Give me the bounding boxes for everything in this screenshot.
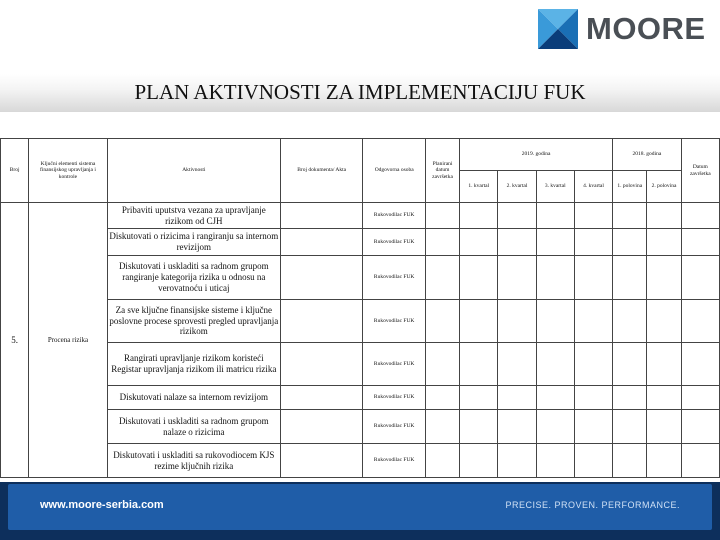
responsible-cell: Rukovodilac FUK — [363, 229, 425, 256]
activity-cell: Diskutovati i uskladiti sa radnom grupom nalaze o rizicima — [107, 410, 280, 444]
col-header-broj: Broj — [1, 139, 29, 203]
table-row — [1, 300, 720, 343]
responsible-cell: Rukovodilac FUK — [363, 343, 425, 386]
responsible-cell: Rukovodilac FUK — [363, 386, 425, 410]
col-header-kvartal-3: 3. kvartal — [536, 171, 574, 203]
footer-slogan: PRECISE. PROVEN. PERFORMANCE. — [505, 500, 680, 510]
col-header-year-2019: 2019. godina — [460, 139, 613, 171]
table-row — [1, 444, 720, 478]
table-row — [1, 203, 720, 229]
moore-logo-icon — [538, 9, 578, 49]
document-cell — [280, 343, 363, 386]
document-cell — [280, 300, 363, 343]
table-row — [1, 229, 720, 256]
footer-website-link[interactable]: www.moore-serbia.com — [40, 499, 164, 511]
responsible-cell: Rukovodilac FUK — [363, 203, 425, 229]
document-cell — [280, 444, 363, 478]
moore-logo — [530, 6, 706, 52]
responsible-cell: Rukovodilac FUK — [363, 300, 425, 343]
page-title: PLAN AKTIVNOSTI ZA IMPLEMENTACIJU FUK — [134, 80, 586, 104]
col-header-dokumenta: Broj dokumenta/ Akta — [280, 139, 363, 203]
responsible-cell: Rukovodilac FUK — [363, 444, 425, 478]
col-header-aktivnosti: Aktivnosti — [107, 139, 280, 203]
risk-area: Procena rizika — [29, 203, 108, 478]
col-header-kvartal-2: 2. kvartal — [498, 171, 536, 203]
activity-cell: Rangirati upravljanje rizikom koristeći Registar upravljanja rizikom ili matricu rizika — [107, 343, 280, 386]
plan-table-wrapper — [0, 138, 720, 481]
document-cell — [280, 256, 363, 300]
document-cell — [280, 203, 363, 229]
responsible-cell: Rukovodilac FUK — [363, 256, 425, 300]
logo-text: MOORE — [586, 11, 706, 46]
document-cell — [280, 410, 363, 444]
activity-cell: Diskutovati i uskladiti sa rukovodiocem KJS rezime ključnih rizika — [107, 444, 280, 478]
table-row — [1, 256, 720, 300]
col-header-kvartal-4: 4. kvartal — [574, 171, 612, 203]
table-header-row-1 — [1, 139, 720, 171]
activity-cell: Diskutovati o rizicima i rangiranju sa internom revizijom — [107, 229, 280, 256]
col-header-komponenta: Ključni elementi sistema finansijskog upravljanja i kontrole — [29, 139, 108, 203]
activity-cell: Diskutovati i uskladiti sa radnom grupom rangiranje kategorija rizika u odnosu na verovatnoću i uticaj — [107, 256, 280, 300]
col-header-polovina-2: 2. polovina — [647, 171, 681, 203]
document-cell — [280, 386, 363, 410]
table-row — [1, 410, 720, 444]
col-header-odgovorna-osoba: Odgovorna osoba — [363, 139, 425, 203]
col-header-kvartal-1: 1. kvartal — [460, 171, 498, 203]
activity-cell: Pribaviti uputstva vezana za upravljanje rizikom od CJH — [107, 203, 280, 229]
col-header-datum-zavrsetka: Datum završetka — [681, 139, 719, 203]
table-row — [1, 343, 720, 386]
col-header-polovina-1: 1. polovina — [613, 171, 647, 203]
document-cell — [280, 229, 363, 256]
col-header-planirani-datum: Planirani datum završetka — [425, 139, 459, 203]
row-number: 5. — [1, 203, 29, 478]
responsible-cell: Rukovodilac FUK — [363, 410, 425, 444]
activity-cell: Za sve ključne finansijske sisteme i ključne poslovne procese sprovesti pregled upravljanja rizikom — [107, 300, 280, 343]
plan-table — [0, 138, 720, 478]
activity-cell: Diskutovati nalaze sa internom revizijom — [107, 386, 280, 410]
col-header-year-2018: 2018. godina — [613, 139, 681, 171]
table-row — [1, 386, 720, 410]
